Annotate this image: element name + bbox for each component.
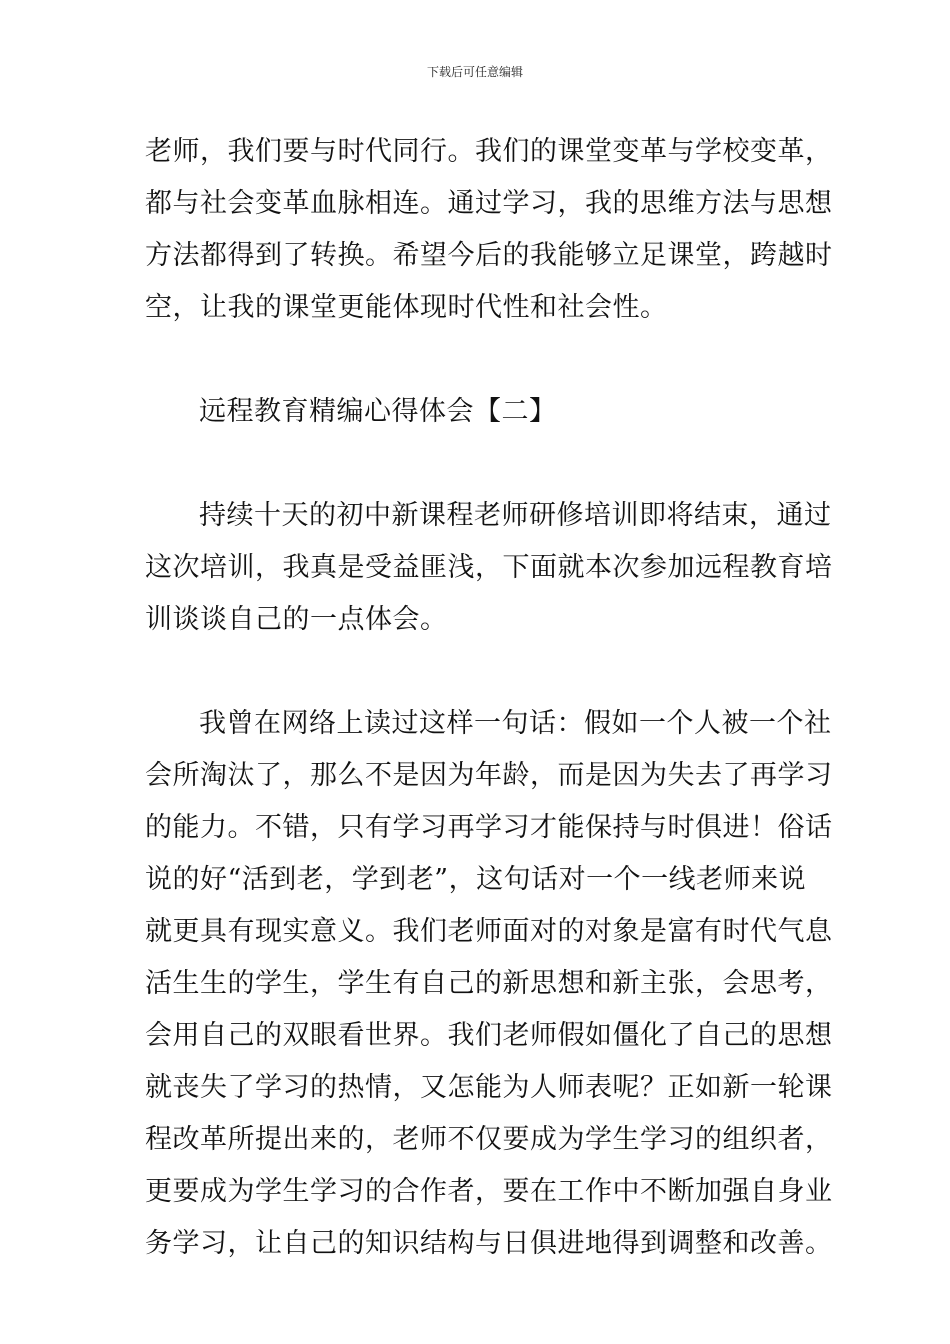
paragraph-line: 更要成为学生学习的合作者，要在工作中不断加强自身业: [145, 1176, 833, 1207]
document-body: [145, 126, 833, 1270]
paragraph-line: 空，让我的课堂更能体现时代性和社会性。: [145, 292, 668, 323]
paragraph-line: 的能力。不错，只有学习再学习才能保持与时俱进！俗话: [145, 812, 833, 843]
paragraph-line: 说的好“活到老，学到老”，这句话对一个一线老师来说: [145, 864, 807, 895]
paragraph-1: [145, 126, 833, 334]
paragraph-3: [145, 698, 833, 1270]
paragraph-line: 持续十天的初中新课程老师研修培训即将结束，通过: [199, 500, 832, 531]
paragraph-2: [145, 490, 833, 646]
paragraph-line: 就丧失了学习的热情，又怎能为人师表呢？正如新一轮课: [145, 1072, 833, 1103]
paragraph-line: 训谈谈自己的一点体会。: [145, 604, 448, 635]
paragraph-line: 我曾在网络上读过这样一句话：假如一个人被一个社: [199, 708, 832, 739]
paragraph-line: 务学习，让自己的知识结构与日俱进地得到调整和改善。: [145, 1228, 833, 1259]
paragraph-line: 会用自己的双眼看世界。我们老师假如僵化了自己的思想: [145, 1020, 833, 1051]
paragraph-line: 老师，我们要与时代同行。我们的课堂变革与学校变革，: [145, 136, 833, 167]
paragraph-line: 这次培训，我真是受益匪浅，下面就本次参加远程教育培: [145, 552, 833, 583]
paragraph-line: 方法都得到了转换。希望今后的我能够立足课堂，跨越时: [145, 240, 833, 271]
paragraph-line: 程改革所提出来的，老师不仅要成为学生学习的组织者，: [145, 1124, 833, 1155]
paragraph-line: 都与社会变革血脉相连。通过学习，我的思维方法与思想: [145, 188, 833, 219]
paragraph-line: 就更具有现实意义。我们老师面对的对象是富有时代气息: [145, 916, 833, 947]
paragraph-line: 会所淘汰了，那么不是因为年龄，而是因为失去了再学习: [145, 760, 833, 791]
section-title: 远程教育精编心得体会【二】: [199, 396, 557, 427]
page-header: 下载后可任意编辑: [426, 65, 523, 79]
paragraph-line: 活生生的学生，学生有自己的新思想和新主张，会思考，: [145, 968, 833, 999]
